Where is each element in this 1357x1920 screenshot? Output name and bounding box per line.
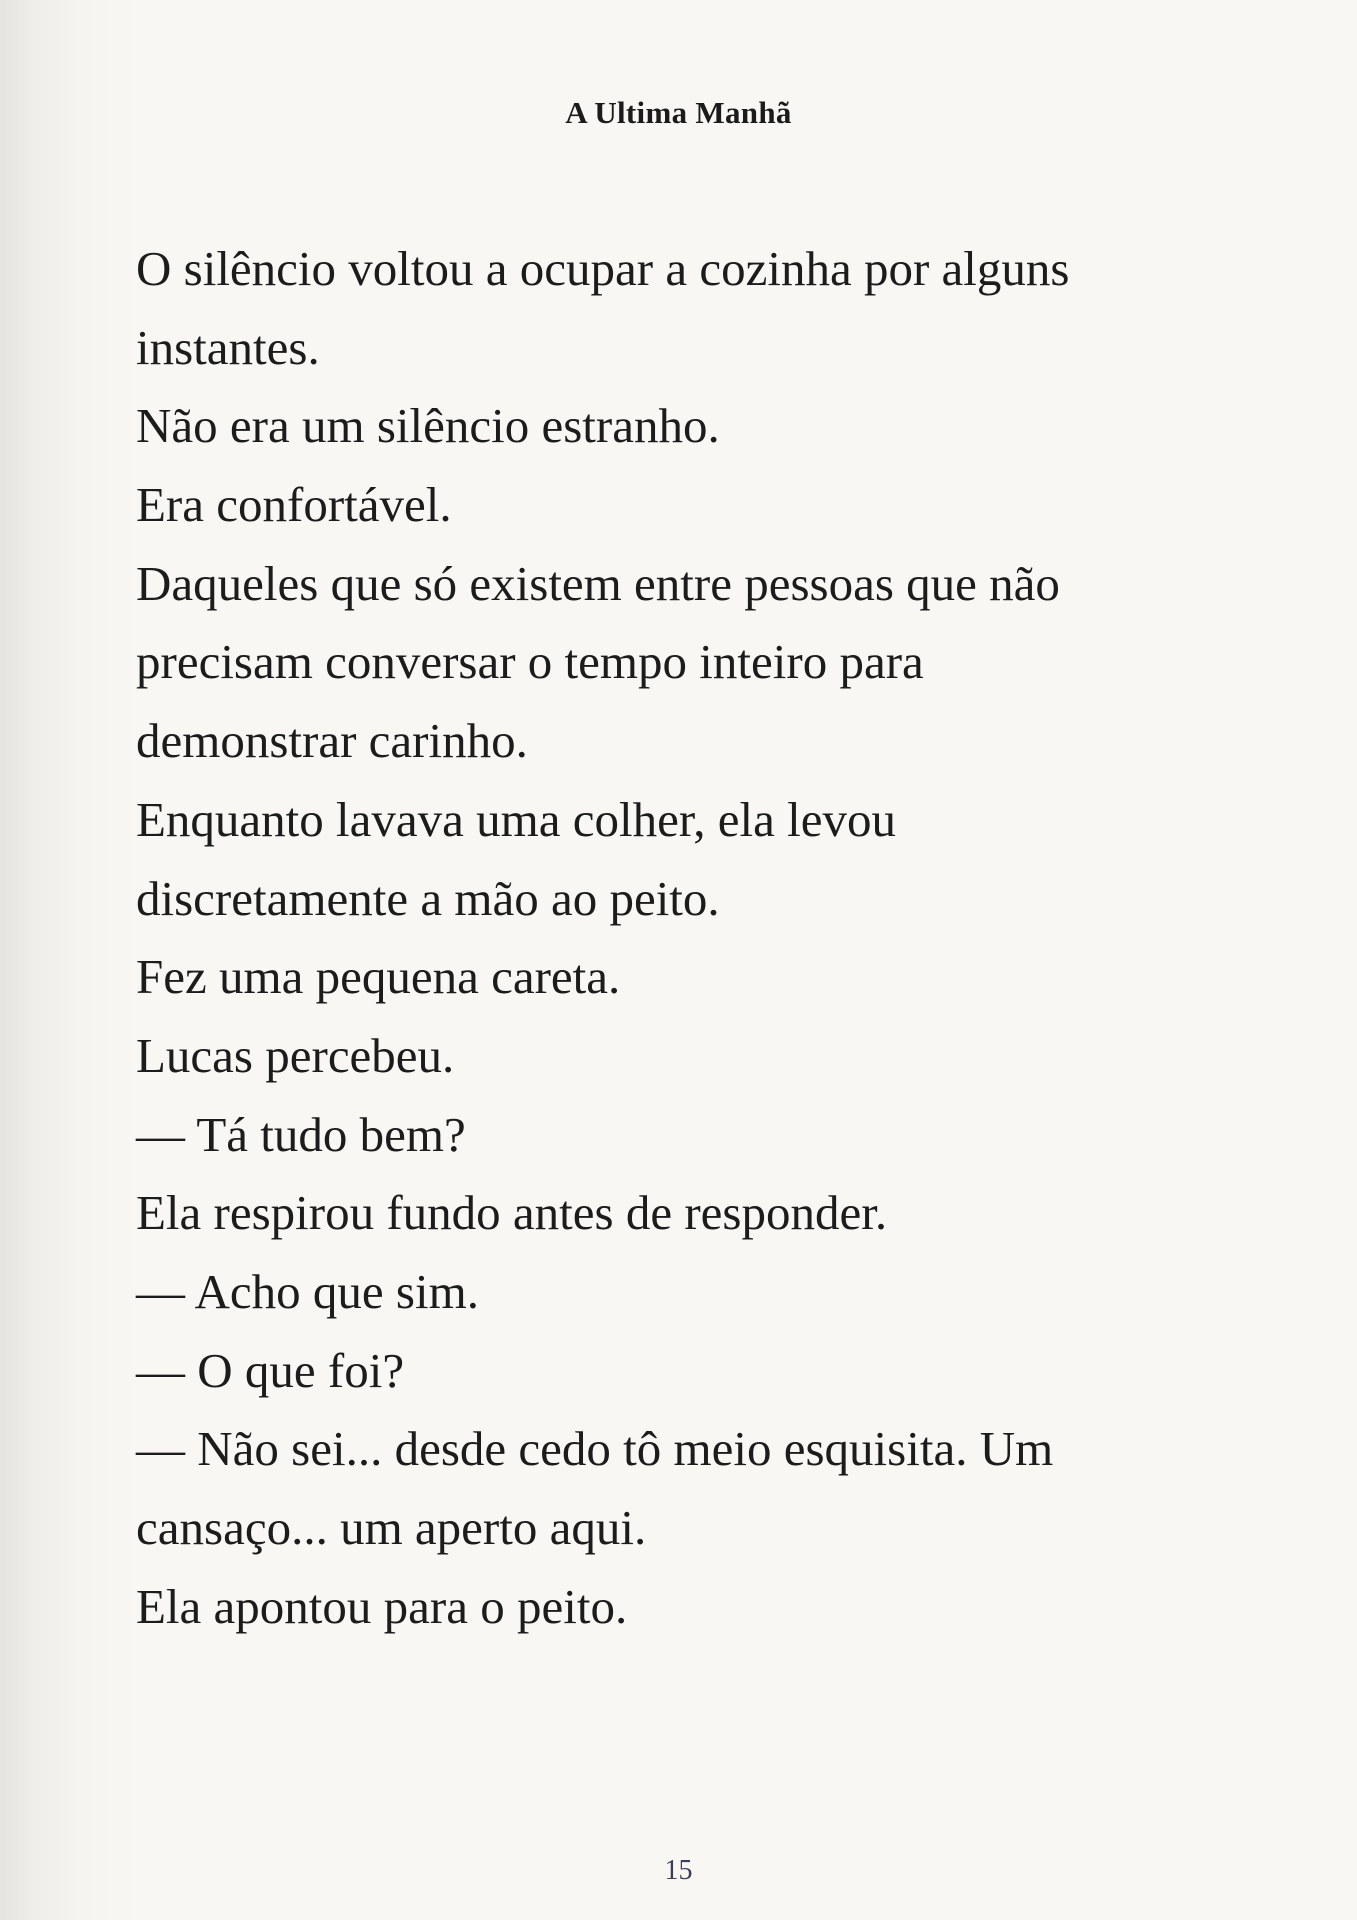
text-line: Era confortável. bbox=[136, 477, 452, 533]
page-number: 15 bbox=[664, 1855, 693, 1886]
text-line: Ela apontou para o peito. bbox=[136, 1578, 628, 1634]
text-line: Fez uma pequena careta. bbox=[136, 949, 621, 1005]
text-line: Enquanto lavava uma colher, ela levou bbox=[136, 791, 896, 847]
text-line: instantes. bbox=[136, 319, 320, 375]
text-line: discretamente a mão ao peito. bbox=[136, 870, 720, 926]
text-line: — Acho que sim. bbox=[136, 1263, 479, 1319]
text-line: — Tá tudo bem? bbox=[136, 1106, 466, 1162]
text-line: Lucas percebeu. bbox=[136, 1027, 455, 1083]
running-head-title: A Ultima Manhã bbox=[565, 95, 792, 130]
text-line: O silêncio voltou a ocupar a cozinha por alguns bbox=[136, 241, 1070, 296]
text-line: demonstrar carinho. bbox=[136, 713, 528, 769]
text-line: — O que foi? bbox=[136, 1342, 405, 1398]
text-line: cansaço... um aperto aqui. bbox=[136, 1500, 647, 1555]
text-line: precisam conversar o tempo inteiro para bbox=[136, 634, 924, 690]
text-line: — Não sei... desde cedo tô meio esquisita. Um bbox=[136, 1421, 1054, 1477]
text-line: Ela respirou fundo antes de responder. bbox=[136, 1185, 888, 1241]
text-line: Não era um silêncio estranho. bbox=[136, 398, 720, 454]
body-text bbox=[136, 230, 1256, 1646]
text-line: Daqueles que só existem entre pessoas que não bbox=[136, 555, 1060, 611]
